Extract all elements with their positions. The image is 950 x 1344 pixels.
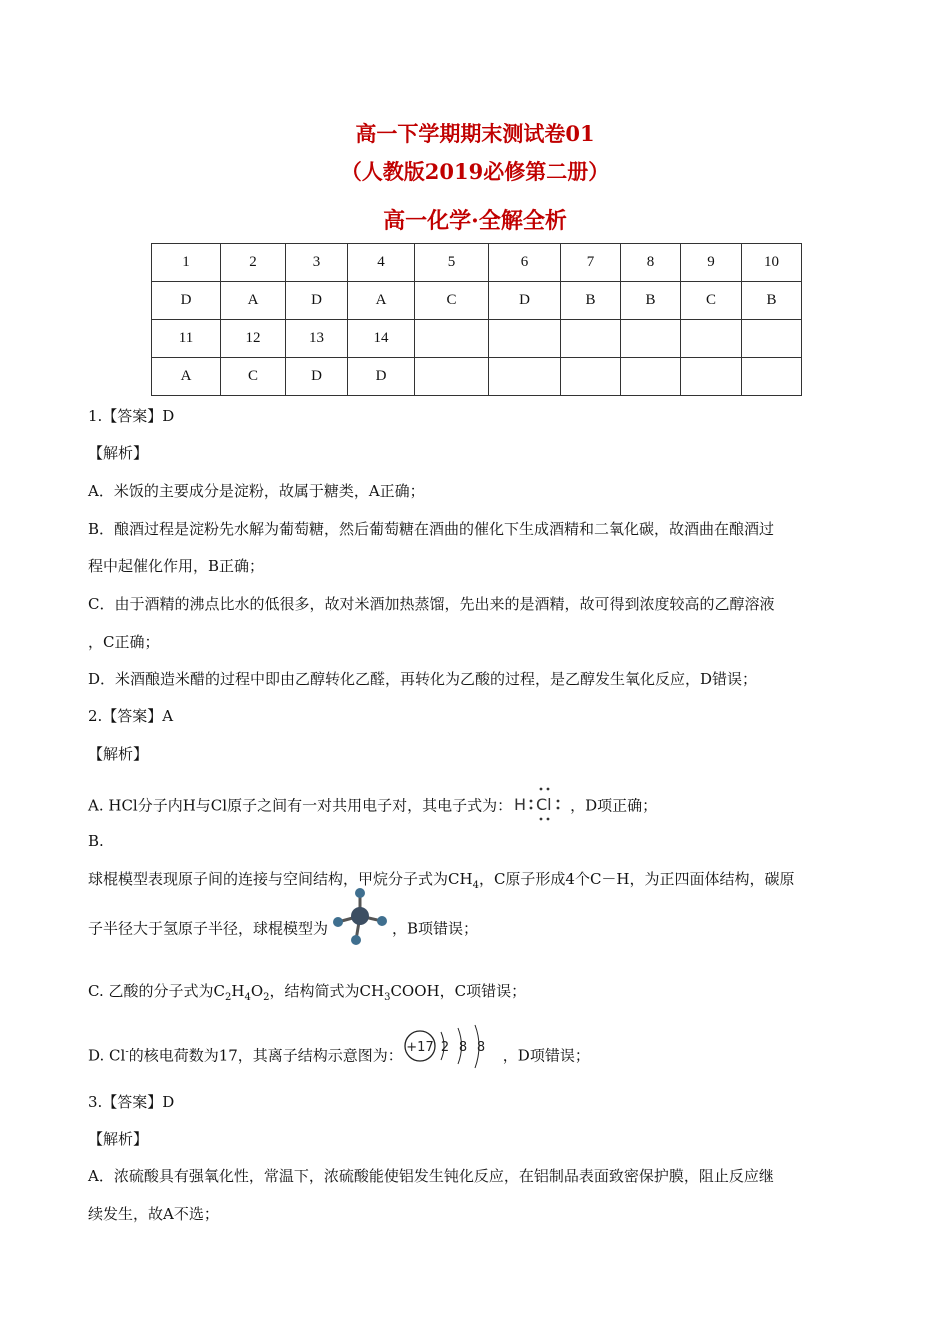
q2-b1-tail: ，C原子形成4个C－H，为正四面体结构，碳原: [478, 870, 795, 888]
q2-option-d: [88, 1036, 590, 1077]
q2-option-b-label: B.: [88, 832, 104, 850]
table-cell: D: [152, 282, 221, 320]
q2-d-text: D. Cl: [88, 1046, 126, 1065]
methane-ball-stick-model: [328, 888, 392, 953]
q2-c-sub2: 4: [244, 992, 251, 1003]
table-cell: 1: [152, 244, 221, 282]
hcl-electron-formula: [512, 786, 570, 827]
q3-option-a-line1: A．浓硫酸具有强氧化性，常温下，浓硫酸能使铝发生钝化反应，在铝制品表面致密保护膜，阻止反应继: [88, 1167, 774, 1185]
shell-1-electrons: 2: [440, 1040, 449, 1055]
table-cell: 9: [681, 244, 742, 282]
table-cell: A: [348, 282, 415, 320]
table-cell: [681, 320, 742, 358]
q1-option-b-line1: B．酿酒过程是淀粉先水解为葡萄糖，然后葡萄糖在酒曲的催化下生成酒精和二氧化碳，故酒曲在酿酒过: [88, 520, 775, 538]
table-row: [152, 320, 802, 358]
table-cell: [415, 320, 489, 358]
table-cell: B: [561, 282, 621, 320]
q1-option-a: A．米饭的主要成分是淀粉，故属于糖类，A正确；: [88, 482, 425, 500]
q3-analysis-heading: 【解析】: [88, 1130, 149, 1148]
table-cell: C: [221, 358, 286, 396]
hcl-cl-symbol: Cl: [536, 795, 552, 814]
table-cell: C: [415, 282, 489, 320]
table-cell: [621, 320, 681, 358]
section-title: 高一化学·全解全析: [383, 208, 567, 234]
answer-table: [151, 243, 802, 396]
page-subtitle: （人教版2019必修第二册）: [340, 159, 610, 184]
q2-option-c: [88, 981, 526, 1008]
q2-analysis-heading: 【解析】: [88, 745, 149, 763]
q2-d-tail: ，D项错误；: [502, 1046, 590, 1065]
table-cell: 6: [489, 244, 561, 282]
table-cell: 2: [221, 244, 286, 282]
q2-c-tail: COOH，C项错误；: [390, 982, 527, 1000]
q2-d-sup: -: [125, 1046, 129, 1058]
q2-b2-text: 子半径大于氢原子半径，球棍模型为: [88, 919, 329, 938]
q1-answer: 1.【答案】D: [88, 407, 175, 425]
q1-analysis-heading: 【解析】: [88, 444, 149, 462]
table-cell: [415, 358, 489, 396]
table-cell: 7: [561, 244, 621, 282]
q2-option-a: [88, 786, 657, 827]
table-row: [152, 244, 802, 282]
q1-option-d: D．米酒酿造米醋的过程中即由乙醇转化乙醛，再转化为乙酸的过程，是乙醇发生氧化反应，D错误；: [88, 670, 758, 688]
chloride-ion-structure-diagram: [403, 1022, 503, 1077]
q1-option-b-line2: 程中起催化作用，B正确；: [88, 557, 265, 575]
table-cell: A: [221, 282, 286, 320]
table-cell: [621, 358, 681, 396]
table-cell: D: [348, 358, 415, 396]
table-row: [152, 282, 802, 320]
hcl-h-symbol: H: [514, 795, 527, 814]
table-cell: [561, 320, 621, 358]
shell-2-electrons: 8: [458, 1040, 467, 1055]
q2-c-text: C. 乙酸的分子式为C: [88, 982, 225, 1000]
table-cell: 13: [286, 320, 348, 358]
table-cell: D: [489, 282, 561, 320]
q2-option-a-text: A. HCl分子内H与Cl原子之间有一对共用电子对，其电子式为：: [88, 796, 513, 815]
table-cell: 12: [221, 320, 286, 358]
q3-option-a-line2: 续发生，故A不选；: [88, 1205, 219, 1223]
table-cell: 3: [286, 244, 348, 282]
q2-b1-text: 球棍模型表现原子间的连接与空间结构，甲烷分子式为CH: [88, 870, 473, 888]
table-cell: A: [152, 358, 221, 396]
q2-c-sub1: 2: [224, 992, 232, 1003]
shell-3-electrons: 8: [476, 1040, 485, 1055]
nucleus-charge: +17: [406, 1040, 434, 1055]
q3-answer: 3.【答案】D: [88, 1093, 175, 1111]
answer-table-body: [152, 244, 802, 396]
q2-c-mid1: H: [231, 982, 245, 1000]
table-row: [152, 358, 802, 396]
q2-c-mid3: ，结构简式为CH: [269, 982, 385, 1000]
table-cell: 5: [415, 244, 489, 282]
q1-option-c-line1: C．由于酒精的沸点比水的低很多，故对米酒加热蒸馏，先出来的是酒精，故可得到浓度较高的乙醇溶液: [88, 595, 775, 613]
q2-option-b-line1: [88, 869, 795, 896]
q2-option-b-line2: [88, 906, 478, 953]
table-cell: 4: [348, 244, 415, 282]
q2-option-a-tail: ，D项正确；: [570, 796, 658, 815]
q2-c-sub3: 2: [263, 992, 270, 1003]
table-cell: 8: [621, 244, 681, 282]
table-cell: [681, 358, 742, 396]
table-cell: [489, 320, 561, 358]
table-cell: 14: [348, 320, 415, 358]
table-cell: [489, 358, 561, 396]
q2-d-mid: 的核电荷数为17，其离子结构示意图为：: [128, 1046, 403, 1065]
table-cell: D: [286, 282, 348, 320]
q2-c-mid2: O: [250, 982, 264, 1000]
q2-c-sub4: 3: [384, 992, 391, 1003]
table-cell: [561, 358, 621, 396]
table-cell: C: [681, 282, 742, 320]
table-cell: D: [286, 358, 348, 396]
table-cell: [742, 320, 802, 358]
table-cell: [742, 358, 802, 396]
table-cell: 11: [152, 320, 221, 358]
q2-b2-tail: ，B项错误；: [392, 919, 479, 938]
table-cell: B: [742, 282, 802, 320]
q2-b1-sub: 4: [472, 880, 479, 891]
q1-option-c-line2: ，C正确；: [88, 633, 160, 651]
table-cell: 10: [742, 244, 802, 282]
page-title: 高一下学期期末测试卷01: [355, 121, 595, 146]
q2-answer: 2.【答案】A: [88, 707, 174, 725]
table-cell: B: [621, 282, 681, 320]
